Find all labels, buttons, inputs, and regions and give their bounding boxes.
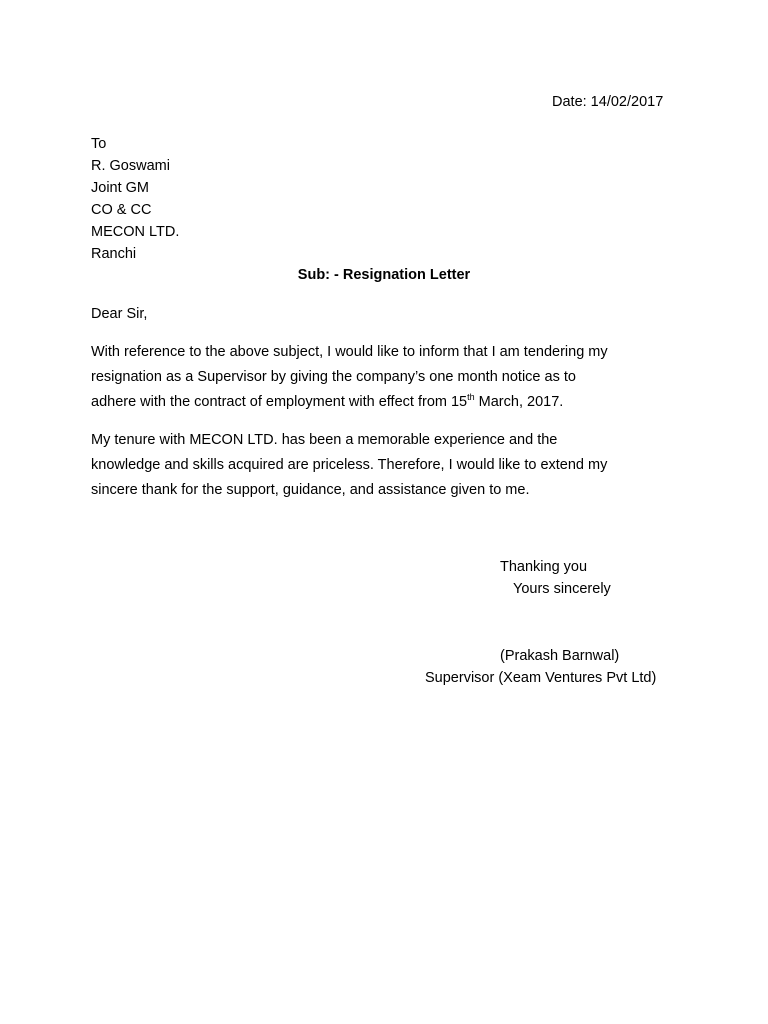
signer-designation: Supervisor (Xeam Ventures Pvt Ltd) <box>425 670 657 686</box>
body-paragraph-2 <box>91 428 607 503</box>
recipient-address <box>91 133 179 265</box>
recipient-line: R. Goswami <box>91 158 170 174</box>
closing-thanks: Thanking you <box>500 559 588 575</box>
salutation: Dear Sir, <box>91 306 148 322</box>
paragraph-text: adhere with the contract of employment with effect from 15 <box>91 394 468 410</box>
paragraph-line <box>91 390 608 415</box>
signer-name: (Prakash Barnwal) <box>500 648 620 664</box>
recipient-line: CO & CC <box>91 202 152 218</box>
paragraph-line: My tenure with MECON LTD. has been a memorable experience and the <box>91 432 558 448</box>
paragraph-text: March, 2017. <box>474 394 564 410</box>
recipient-line: Ranchi <box>91 246 137 262</box>
body-paragraph-1 <box>91 340 608 415</box>
recipient-line: Joint GM <box>91 180 150 196</box>
subject-line: Sub: - Resignation Letter <box>297 267 471 283</box>
recipient-line: MECON LTD. <box>91 224 180 240</box>
paragraph-line: With reference to the above subject, I would like to inform that I am tendering my <box>91 344 608 360</box>
paragraph-line: knowledge and skills acquired are priceless. Therefore, I would like to extend my <box>91 457 608 473</box>
letter-date: Date: 14/02/2017 <box>552 94 664 110</box>
paragraph-line: resignation as a Supervisor by giving the company’s one month notice as to <box>91 369 576 385</box>
ordinal-suffix: th <box>467 392 475 403</box>
recipient-line: To <box>91 136 107 152</box>
closing-valediction: Yours sincerely <box>513 581 611 597</box>
paragraph-line: sincere thank for the support, guidance, and assistance given to me. <box>91 482 530 498</box>
